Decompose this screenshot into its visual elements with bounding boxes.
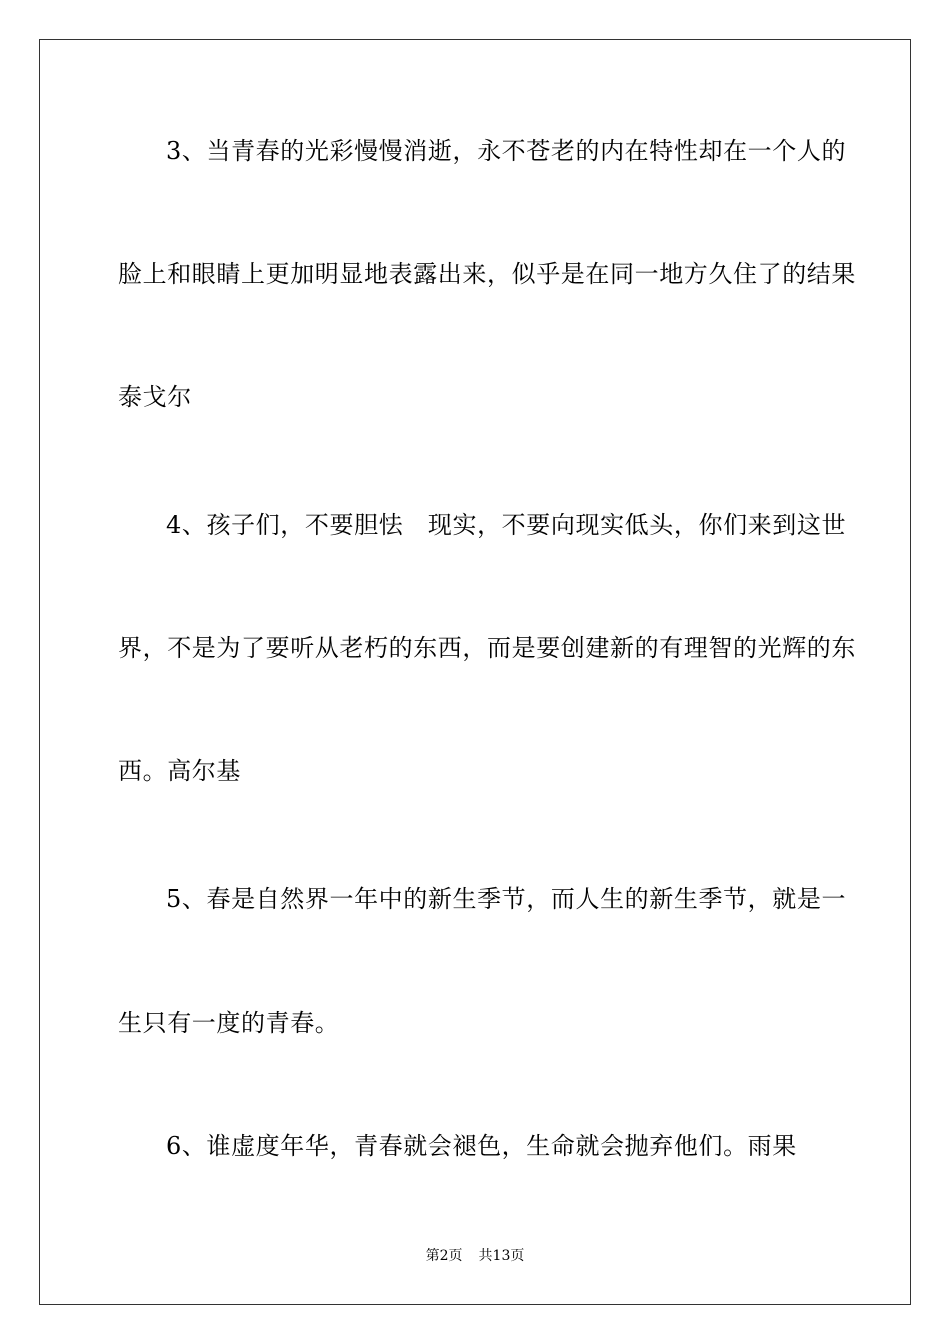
paragraph-3-line-2: 脸上和眼睛上更加明显地表露出来，似乎是在同一地方久住了的结果 bbox=[118, 260, 856, 288]
paragraph-6-line-1: 6、谁虚度年华，青春就会褪色，生命就会抛弃他们。雨果 bbox=[166, 1132, 797, 1160]
paragraph-4-line-1: 4、孩子们，不要胆怯 现实，不要向现实低头，你们来到这世 bbox=[166, 511, 847, 539]
page-number: 第2页 bbox=[425, 1248, 463, 1264]
paragraph-5-line-1: 5、春是自然界一年中的新生季节，而人生的新生季节，就是一 bbox=[166, 885, 847, 913]
page-total: 共13页 bbox=[478, 1248, 525, 1264]
page-border bbox=[39, 39, 911, 1305]
page-footer bbox=[0, 1246, 950, 1266]
paragraph-3-line-1: 3、当青春的光彩慢慢消逝，永不苍老的内在特性却在一个人的 bbox=[166, 137, 847, 165]
paragraph-5-line-2: 生只有一度的青春。 bbox=[118, 1009, 340, 1037]
paragraph-4-line-3: 西。高尔基 bbox=[118, 757, 241, 785]
paragraph-3-line-3: 泰戈尔 bbox=[118, 383, 192, 411]
paragraph-4-line-2: 界，不是为了要听从老朽的东西，而是要创建新的有理智的光辉的东 bbox=[118, 634, 856, 662]
